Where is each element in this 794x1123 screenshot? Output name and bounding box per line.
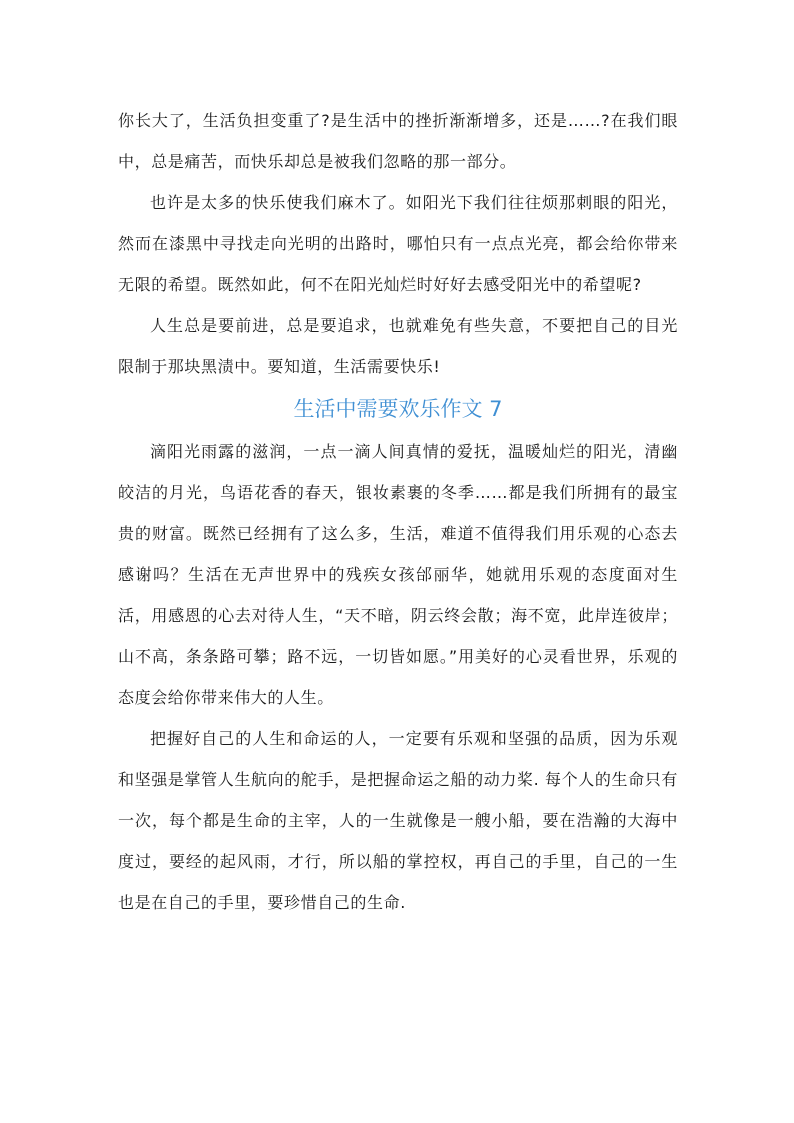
paragraph-4: 滴阳光雨露的滋润，一点一滴人间真情的爱抚，温暖灿烂的阳光，清幽皎洁的月光，鸟语花香的春天，银妆素裹的冬季……都是我们所拥有的最宝贵的财富。既然已经拥有了这么多，生活，难道不值得我们用乐观的心态去感谢吗？生活在无声世界中的残疾女孩邰丽华，她就用乐观的态度面对生活，用感恩的心去对待人生，“天不暗，阴云终会散；海不宽，此岸连彼岸；山不高，条条路可攀；路不远，一切皆如愿。”用美好的心灵看世界，乐观的态度会给你带来伟大的人生。 — [118, 442, 678, 707]
paragraph-5: 把握好自己的人生和命运的人，一定要有乐观和坚强的品质，因为乐观和坚强是掌管人生航向的舵手，是把握命运之船的动力桨. 每个人的生命只有一次，每个都是生命的主宰，人的一生就像是一艘小船，要在浩瀚的大海中度过，要经的起风雨，才行，所以船的掌控权，再自己的手里，自己的一生也是在自己的手里，要珍惜自己的生命. — [118, 729, 678, 912]
paragraph-3: 人生总是要前进，总是要追求，也就难免有些失意，不要把自己的目光限制于那块黑渍中。要知道，生活需要快乐! — [118, 316, 678, 376]
section-heading: 生活中需要欢乐作文 7 — [293, 397, 503, 421]
paragraph-1: 你长大了，生活负担变重了?是生活中的挫折渐渐增多，还是……?在我们眼中，总是痛苦，而快乐却总是被我们忽略的那一部分。 — [118, 111, 678, 171]
document-body — [118, 100, 678, 923]
paragraph-2: 也许是太多的快乐使我们麻木了。如阳光下我们往往烦那刺眼的阳光，然而在漆黑中寻找走向光明的出路时，哪怕只有一点点光亮，都会给你带来无限的希望。既然如此，何不在阳光灿烂时好好去感受阳光中的希望呢? — [118, 193, 678, 294]
